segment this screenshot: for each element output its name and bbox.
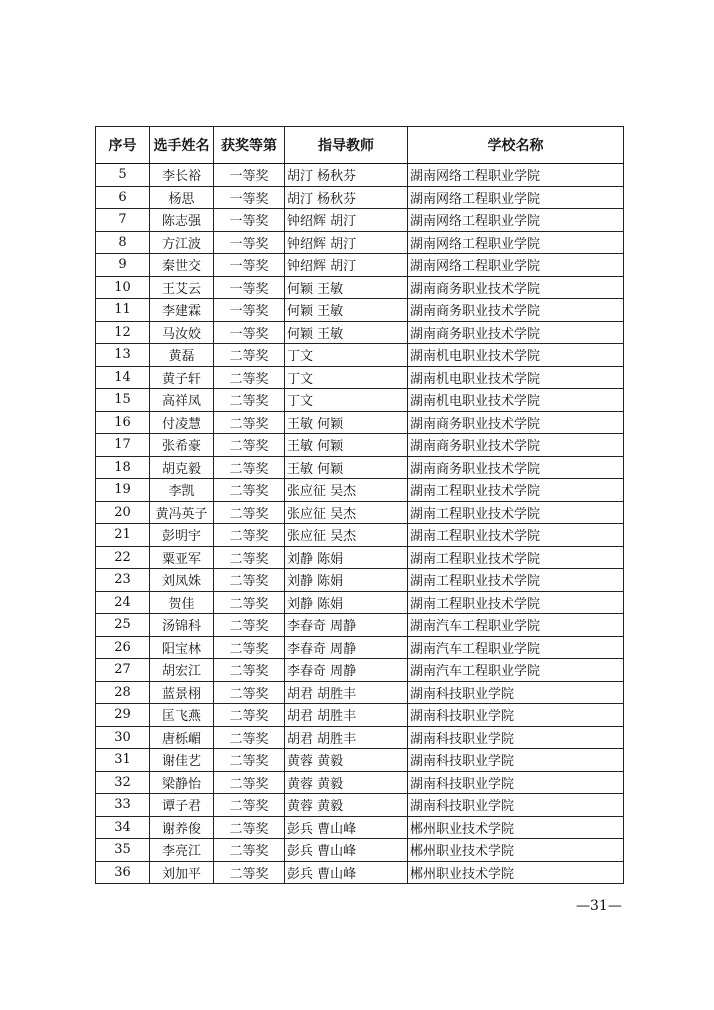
table-row (96, 524, 624, 547)
cell-award-level: 二等奖 (214, 749, 285, 772)
cell-school-name: 湖南商务职业技术学院 (408, 411, 624, 434)
cell-award-level: 二等奖 (214, 636, 285, 659)
cell-instructor: 彭兵 曹山峰 (285, 816, 408, 839)
cell-contestant-name: 谭子君 (150, 794, 214, 817)
cell-school-name: 湖南工程职业技术学院 (408, 569, 624, 592)
cell-contestant-name: 谢佳艺 (150, 749, 214, 772)
cell-school-name: 湖南商务职业技术学院 (408, 276, 624, 299)
table-row (96, 839, 624, 862)
header-contestant-name: 选手姓名 (150, 127, 214, 164)
cell-award-level: 二等奖 (214, 659, 285, 682)
cell-award-level: 二等奖 (214, 771, 285, 794)
cell-award-level: 二等奖 (214, 456, 285, 479)
cell-award-level: 一等奖 (214, 186, 285, 209)
cell-contestant-name: 黄磊 (150, 344, 214, 367)
cell-award-level: 二等奖 (214, 479, 285, 502)
cell-serial-number: 27 (96, 659, 150, 682)
cell-contestant-name: 李建霖 (150, 299, 214, 322)
table-row (96, 411, 624, 434)
cell-school-name: 郴州职业技术学院 (408, 839, 624, 862)
cell-school-name: 湖南网络工程职业学院 (408, 231, 624, 254)
cell-school-name: 湖南机电职业技术学院 (408, 366, 624, 389)
cell-instructor: 李春奇 周静 (285, 659, 408, 682)
cell-instructor: 胡君 胡胜丰 (285, 704, 408, 727)
cell-serial-number: 13 (96, 344, 150, 367)
cell-award-level: 一等奖 (214, 254, 285, 277)
cell-school-name: 郴州职业技术学院 (408, 861, 624, 884)
cell-school-name: 湖南机电职业技术学院 (408, 389, 624, 412)
cell-contestant-name: 刘加平 (150, 861, 214, 884)
cell-serial-number: 14 (96, 366, 150, 389)
table-row (96, 749, 624, 772)
cell-instructor: 何颖 王敏 (285, 321, 408, 344)
cell-serial-number: 36 (96, 861, 150, 884)
cell-school-name: 湖南工程职业技术学院 (408, 501, 624, 524)
cell-school-name: 湖南网络工程职业学院 (408, 164, 624, 187)
cell-instructor: 王敏 何颖 (285, 456, 408, 479)
cell-award-level: 二等奖 (214, 434, 285, 457)
cell-instructor: 黄蓉 黄毅 (285, 749, 408, 772)
cell-contestant-name: 秦世交 (150, 254, 214, 277)
cell-instructor: 丁文 (285, 344, 408, 367)
cell-instructor: 胡汀 杨秋芬 (285, 164, 408, 187)
cell-instructor: 丁文 (285, 366, 408, 389)
cell-serial-number: 26 (96, 636, 150, 659)
cell-contestant-name: 黄冯英子 (150, 501, 214, 524)
cell-award-level: 二等奖 (214, 839, 285, 862)
table-row (96, 704, 624, 727)
cell-contestant-name: 马汝姣 (150, 321, 214, 344)
cell-award-level: 二等奖 (214, 546, 285, 569)
table-row (96, 299, 624, 322)
cell-school-name: 湖南商务职业技术学院 (408, 456, 624, 479)
table-row (96, 591, 624, 614)
cell-instructor: 王敏 何颖 (285, 411, 408, 434)
cell-school-name: 湖南汽车工程职业学院 (408, 636, 624, 659)
cell-award-level: 一等奖 (214, 321, 285, 344)
cell-award-level: 一等奖 (214, 276, 285, 299)
cell-school-name: 湖南科技职业学院 (408, 704, 624, 727)
cell-school-name: 湖南工程职业技术学院 (408, 546, 624, 569)
table-row (96, 726, 624, 749)
cell-contestant-name: 方江波 (150, 231, 214, 254)
cell-contestant-name: 阳宝林 (150, 636, 214, 659)
cell-school-name: 湖南汽车工程职业学院 (408, 659, 624, 682)
cell-award-level: 二等奖 (214, 569, 285, 592)
cell-contestant-name: 蓝景栩 (150, 681, 214, 704)
cell-serial-number: 6 (96, 186, 150, 209)
cell-award-level: 二等奖 (214, 861, 285, 884)
cell-school-name: 湖南商务职业技术学院 (408, 434, 624, 457)
cell-school-name: 湖南机电职业技术学院 (408, 344, 624, 367)
table-row (96, 254, 624, 277)
cell-serial-number: 8 (96, 231, 150, 254)
cell-serial-number: 33 (96, 794, 150, 817)
cell-contestant-name: 汤锦科 (150, 614, 214, 637)
cell-instructor: 丁文 (285, 389, 408, 412)
cell-instructor: 王敏 何颖 (285, 434, 408, 457)
cell-contestant-name: 王艾云 (150, 276, 214, 299)
cell-school-name: 湖南科技职业学院 (408, 681, 624, 704)
page-number: —31— (576, 898, 622, 914)
awards-table (95, 126, 624, 884)
cell-instructor: 刘静 陈娟 (285, 569, 408, 592)
cell-serial-number: 34 (96, 816, 150, 839)
table-row (96, 344, 624, 367)
cell-contestant-name: 胡克毅 (150, 456, 214, 479)
table-row (96, 321, 624, 344)
cell-instructor: 彭兵 曹山峰 (285, 839, 408, 862)
table-row (96, 681, 624, 704)
header-instructor: 指导教师 (285, 127, 408, 164)
cell-serial-number: 19 (96, 479, 150, 502)
cell-instructor: 钟绍辉 胡汀 (285, 209, 408, 232)
cell-school-name: 湖南工程职业技术学院 (408, 479, 624, 502)
cell-school-name: 湖南汽车工程职业学院 (408, 614, 624, 637)
cell-instructor: 钟绍辉 胡汀 (285, 254, 408, 277)
cell-serial-number: 12 (96, 321, 150, 344)
cell-contestant-name: 黄子轩 (150, 366, 214, 389)
cell-contestant-name: 贺佳 (150, 591, 214, 614)
table-row (96, 659, 624, 682)
cell-serial-number: 11 (96, 299, 150, 322)
cell-instructor: 张应征 吴杰 (285, 524, 408, 547)
cell-instructor: 黄蓉 黄毅 (285, 794, 408, 817)
cell-instructor: 刘静 陈娟 (285, 546, 408, 569)
cell-serial-number: 21 (96, 524, 150, 547)
table-row (96, 209, 624, 232)
cell-serial-number: 25 (96, 614, 150, 637)
cell-contestant-name: 李凯 (150, 479, 214, 502)
table-row (96, 614, 624, 637)
cell-award-level: 二等奖 (214, 344, 285, 367)
cell-award-level: 二等奖 (214, 524, 285, 547)
cell-contestant-name: 李亮江 (150, 839, 214, 862)
header-school-name: 学校名称 (408, 127, 624, 164)
cell-award-level: 二等奖 (214, 591, 285, 614)
table-row (96, 546, 624, 569)
table-row (96, 771, 624, 794)
cell-instructor: 何颖 王敏 (285, 299, 408, 322)
cell-serial-number: 5 (96, 164, 150, 187)
cell-contestant-name: 彭明宇 (150, 524, 214, 547)
cell-serial-number: 29 (96, 704, 150, 727)
cell-school-name: 湖南网络工程职业学院 (408, 254, 624, 277)
table-row (96, 501, 624, 524)
table-row (96, 186, 624, 209)
table-row (96, 276, 624, 299)
header-row (96, 127, 624, 164)
cell-serial-number: 32 (96, 771, 150, 794)
table-row (96, 861, 624, 884)
table-header (96, 127, 624, 164)
cell-award-level: 二等奖 (214, 411, 285, 434)
cell-school-name: 湖南商务职业技术学院 (408, 321, 624, 344)
cell-instructor: 张应征 吴杰 (285, 479, 408, 502)
cell-instructor: 胡君 胡胜丰 (285, 681, 408, 704)
cell-contestant-name: 李长裕 (150, 164, 214, 187)
cell-school-name: 湖南网络工程职业学院 (408, 186, 624, 209)
cell-serial-number: 23 (96, 569, 150, 592)
cell-award-level: 一等奖 (214, 299, 285, 322)
cell-award-level: 二等奖 (214, 816, 285, 839)
cell-instructor: 胡君 胡胜丰 (285, 726, 408, 749)
cell-school-name: 湖南工程职业技术学院 (408, 524, 624, 547)
cell-award-level: 二等奖 (214, 389, 285, 412)
cell-contestant-name: 梁静怡 (150, 771, 214, 794)
cell-serial-number: 30 (96, 726, 150, 749)
cell-school-name: 湖南工程职业技术学院 (408, 591, 624, 614)
header-award-level: 获奖等第 (214, 127, 285, 164)
cell-school-name: 湖南科技职业学院 (408, 771, 624, 794)
cell-school-name: 湖南科技职业学院 (408, 726, 624, 749)
table-row (96, 636, 624, 659)
cell-serial-number: 20 (96, 501, 150, 524)
cell-serial-number: 7 (96, 209, 150, 232)
cell-award-level: 二等奖 (214, 794, 285, 817)
cell-school-name: 湖南科技职业学院 (408, 794, 624, 817)
cell-contestant-name: 陈志强 (150, 209, 214, 232)
cell-contestant-name: 谢养俊 (150, 816, 214, 839)
cell-contestant-name: 高祥凤 (150, 389, 214, 412)
cell-serial-number: 15 (96, 389, 150, 412)
cell-serial-number: 10 (96, 276, 150, 299)
cell-contestant-name: 张希豪 (150, 434, 214, 457)
table-row (96, 389, 624, 412)
cell-serial-number: 16 (96, 411, 150, 434)
table-row (96, 479, 624, 502)
cell-contestant-name: 匡飞燕 (150, 704, 214, 727)
cell-award-level: 二等奖 (214, 681, 285, 704)
table-row (96, 569, 624, 592)
table-row (96, 816, 624, 839)
cell-contestant-name: 胡宏江 (150, 659, 214, 682)
cell-school-name: 湖南商务职业技术学院 (408, 299, 624, 322)
cell-serial-number: 24 (96, 591, 150, 614)
cell-serial-number: 22 (96, 546, 150, 569)
cell-instructor: 黄蓉 黄毅 (285, 771, 408, 794)
cell-instructor: 刘静 陈娟 (285, 591, 408, 614)
table-row (96, 366, 624, 389)
cell-serial-number: 9 (96, 254, 150, 277)
cell-award-level: 二等奖 (214, 501, 285, 524)
cell-award-level: 一等奖 (214, 164, 285, 187)
cell-instructor: 张应征 吴杰 (285, 501, 408, 524)
cell-award-level: 一等奖 (214, 231, 285, 254)
cell-serial-number: 35 (96, 839, 150, 862)
cell-school-name: 郴州职业技术学院 (408, 816, 624, 839)
cell-instructor: 彭兵 曹山峰 (285, 861, 408, 884)
header-serial-number: 序号 (96, 127, 150, 164)
cell-serial-number: 17 (96, 434, 150, 457)
cell-award-level: 二等奖 (214, 366, 285, 389)
table-row (96, 164, 624, 187)
cell-serial-number: 28 (96, 681, 150, 704)
table-row (96, 231, 624, 254)
cell-contestant-name: 付凌慧 (150, 411, 214, 434)
cell-contestant-name: 唐栎嵋 (150, 726, 214, 749)
cell-serial-number: 31 (96, 749, 150, 772)
cell-award-level: 二等奖 (214, 726, 285, 749)
cell-school-name: 湖南网络工程职业学院 (408, 209, 624, 232)
table-body (96, 164, 624, 884)
cell-contestant-name: 刘凤姝 (150, 569, 214, 592)
cell-award-level: 二等奖 (214, 614, 285, 637)
cell-contestant-name: 杨思 (150, 186, 214, 209)
cell-instructor: 何颖 王敏 (285, 276, 408, 299)
cell-instructor: 李春奇 周静 (285, 636, 408, 659)
cell-instructor: 钟绍辉 胡汀 (285, 231, 408, 254)
cell-instructor: 李春奇 周静 (285, 614, 408, 637)
cell-award-level: 二等奖 (214, 704, 285, 727)
table-row (96, 456, 624, 479)
cell-instructor: 胡汀 杨秋芬 (285, 186, 408, 209)
cell-serial-number: 18 (96, 456, 150, 479)
cell-contestant-name: 粟亚军 (150, 546, 214, 569)
cell-award-level: 一等奖 (214, 209, 285, 232)
cell-school-name: 湖南科技职业学院 (408, 749, 624, 772)
table-row (96, 794, 624, 817)
table-row (96, 434, 624, 457)
